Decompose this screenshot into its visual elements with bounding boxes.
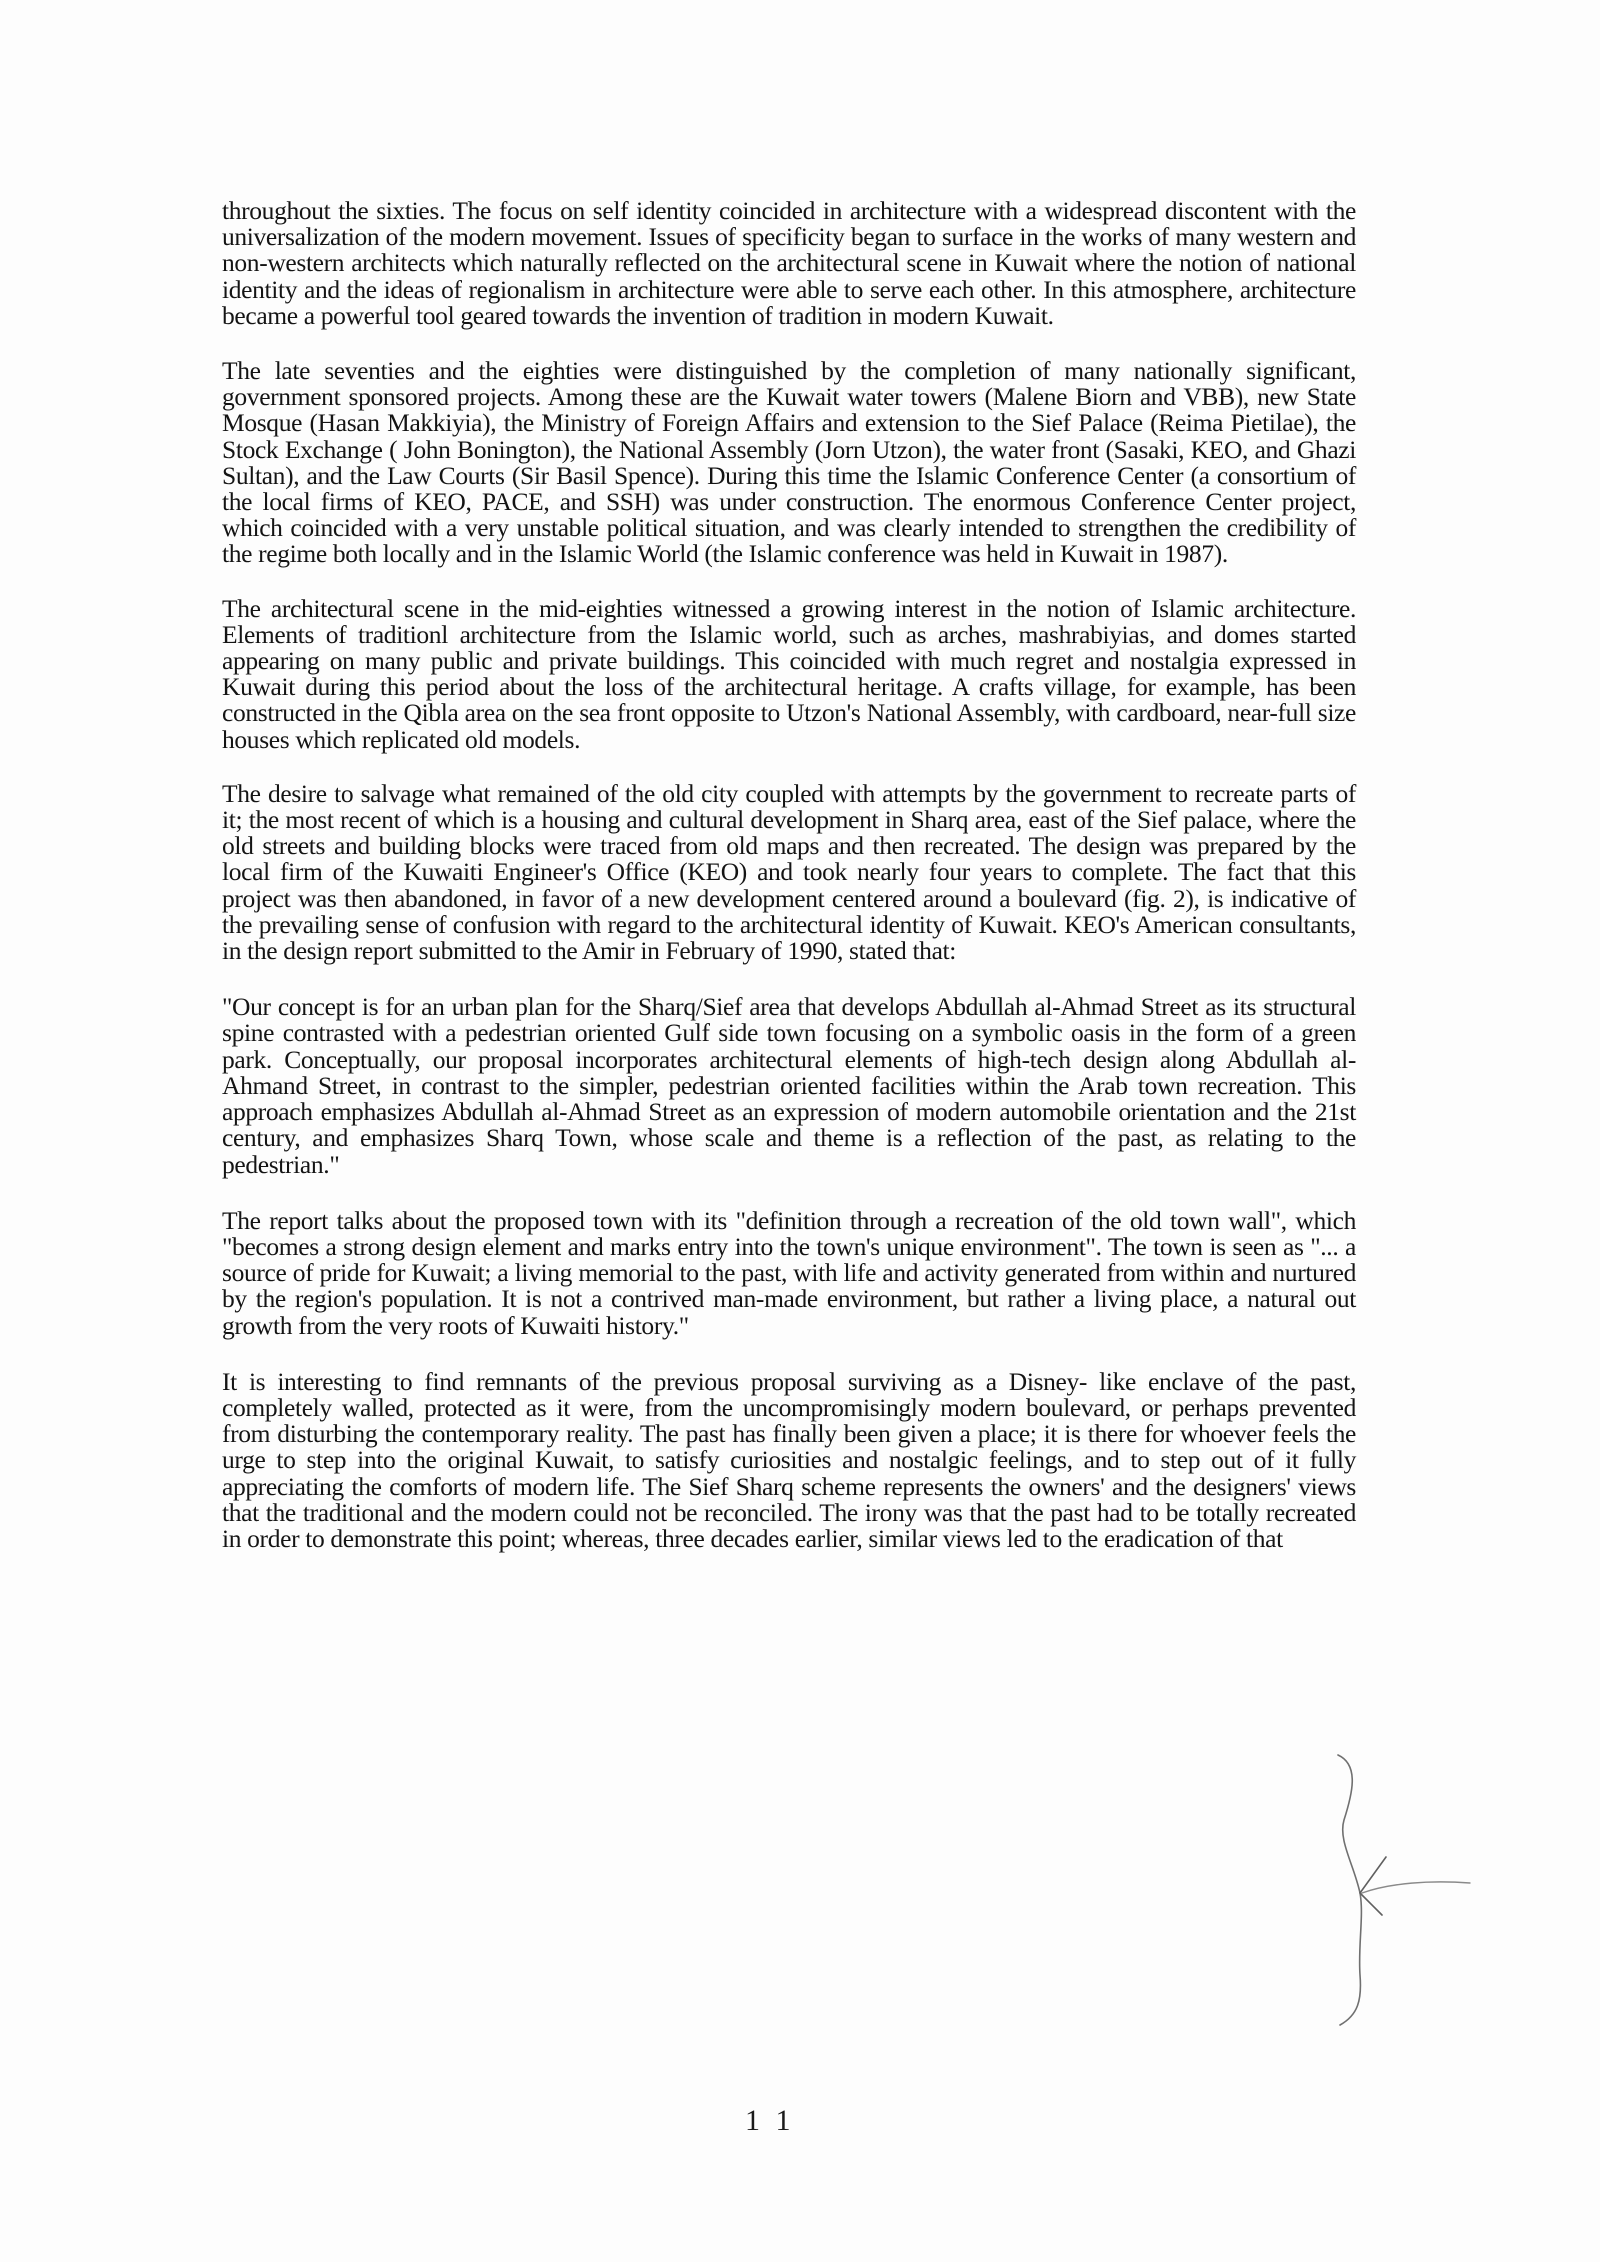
paragraph-1: throughout the sixties. The focus on self identity coincided in architecture with a widespread discontent with the universalization of the modern movement. Issues of specificity began to surface in the works of many western and non-western architects which naturally reflected on the architectural scene in Kuwait where the notion of national identity and the ideas of regionalism in architecture were able to serve each other. In this atmosphere, architecture became a powerful tool geared towards the invention of tradition in modern Kuwait. xyxy=(222,196,1356,330)
paragraph-6: The report talks about the proposed town with its "definition through a recreation of the old town wall", which "becomes a strong design element and marks entry into the town's unique environment". The town is seen as "... a source of pride for Kuwait; a living memorial to the past, with life and activity generated from within and nurtured by the region's population. It is not a contrived man-made environment, but rather a living place, a natural out growth from the very roots of Kuwaiti history." xyxy=(222,1205,1356,1340)
body-text xyxy=(222,198,1356,1578)
handwritten-arrow-shaft xyxy=(1362,1882,1470,1893)
handwritten-brace xyxy=(1338,1755,1361,2025)
paragraph-7: It is interesting to find remnants of the previous proposal surviving as a Disney- like enclave of the past, completely walled, protected as it were, from the uncompromisingly modern boulevard, or perhaps prevented from disturbing the contemporary reality. The past has finally been given a place; it is there for whoever feels the urge to step into the original Kuwait, to satisfy curiosities and nostalgic feelings, and to step out of it fully appreciating the comforts of modern life. The Sief Sharq scheme represents the owners' and the designers' views that the traditional and the modern could not be reconciled. The irony was that the past had to be totally recreated in order to demonstrate this point; whereas, three decades earlier, similar views led to the eradication of that xyxy=(222,1366,1356,1553)
paragraph-3: The architectural scene in the mid-eighties witnessed a growing interest in the notion of Islamic architecture. Elements of traditionl architecture from the Islamic world, such as arches, mashrabiyias, and domes started appearing on many public and private buildings. This coincided with much regret and nostalgia expressed in Kuwait during this period about the loss of the architectural heritage. A crafts village, for example, has been constructed in the Qibla area on the sea front opposite to Utzon's National Assembly, with cardboard, near-full size houses which replicated old models. xyxy=(222,593,1356,754)
page-number: 1 1 xyxy=(745,2104,795,2137)
brace-arrow-icon xyxy=(1330,1745,1510,2035)
handwritten-arrow-head xyxy=(1360,1857,1386,1915)
paragraph-4: The desire to salvage what remained of the old city coupled with attempts by the government to recreate parts of it; the most recent of which is a housing and cultural development in Sharq area, east of the Sief palace, where the old streets and building blocks were traced from old maps and then recreated. The design was prepared by the local firm of the Kuwaiti Engineer's Office (KEO) and took nearly four years to complete. The fact that this project was then abandoned, in favor of a new development centered around a boulevard (fig. 2), is indicative of the prevailing sense of confusion with regard to the architectural identity of Kuwait. KEO's American consultants, in the design report submitted to the Amir in February of 1990, stated that: xyxy=(222,778,1356,966)
quotation-paragraph: "Our concept is for an urban plan for the Sharq/Sief area that develops Abdullah al-Ahmad Street as its structural spine contrasted with a pedestrian oriented Gulf side town focusing on a symbolic oasis in the form of a green park. Conceptually, our proposal incorporates architectural elements of high-tech design along Abdullah al-Ahmand Street, in contrast to the simpler, pedestrian oriented facilities within the Arab town recreation. This approach emphasizes Abdullah al-Ahmad Street as an expression of modern automobile orientation and the 21st century, and emphasizes Sharq Town, whose scale and theme is a reflection of the past, as relating to the pedestrian." xyxy=(222,992,1356,1179)
paragraph-2: The late seventies and the eighties were distinguished by the completion of many nationally significant, government sponsored projects. Among these are the Kuwait water towers (Malene Biorn and VBB), new State Mosque (Hasan Makkiyia), the Ministry of Foreign Affairs and extension to the Sief Palace (Reima Pietilae), the Stock Exchange ( John Bonington), the National Assembly (Jorn Utzon), the water front (Sasaki, KEO, and Ghazi Sultan), and the Law Courts (Sir Basil Spence). During this time the Islamic Conference Center (a consortium of the local firms of KEO, PACE, and SSH) was under construction. The enormous Conference Center project, which coincided with a very unstable political situation, and was clearly intended to strengthen the credibility of the regime both locally and in the Islamic World (the Islamic conference was held in Kuwait in 1987). xyxy=(222,356,1356,569)
